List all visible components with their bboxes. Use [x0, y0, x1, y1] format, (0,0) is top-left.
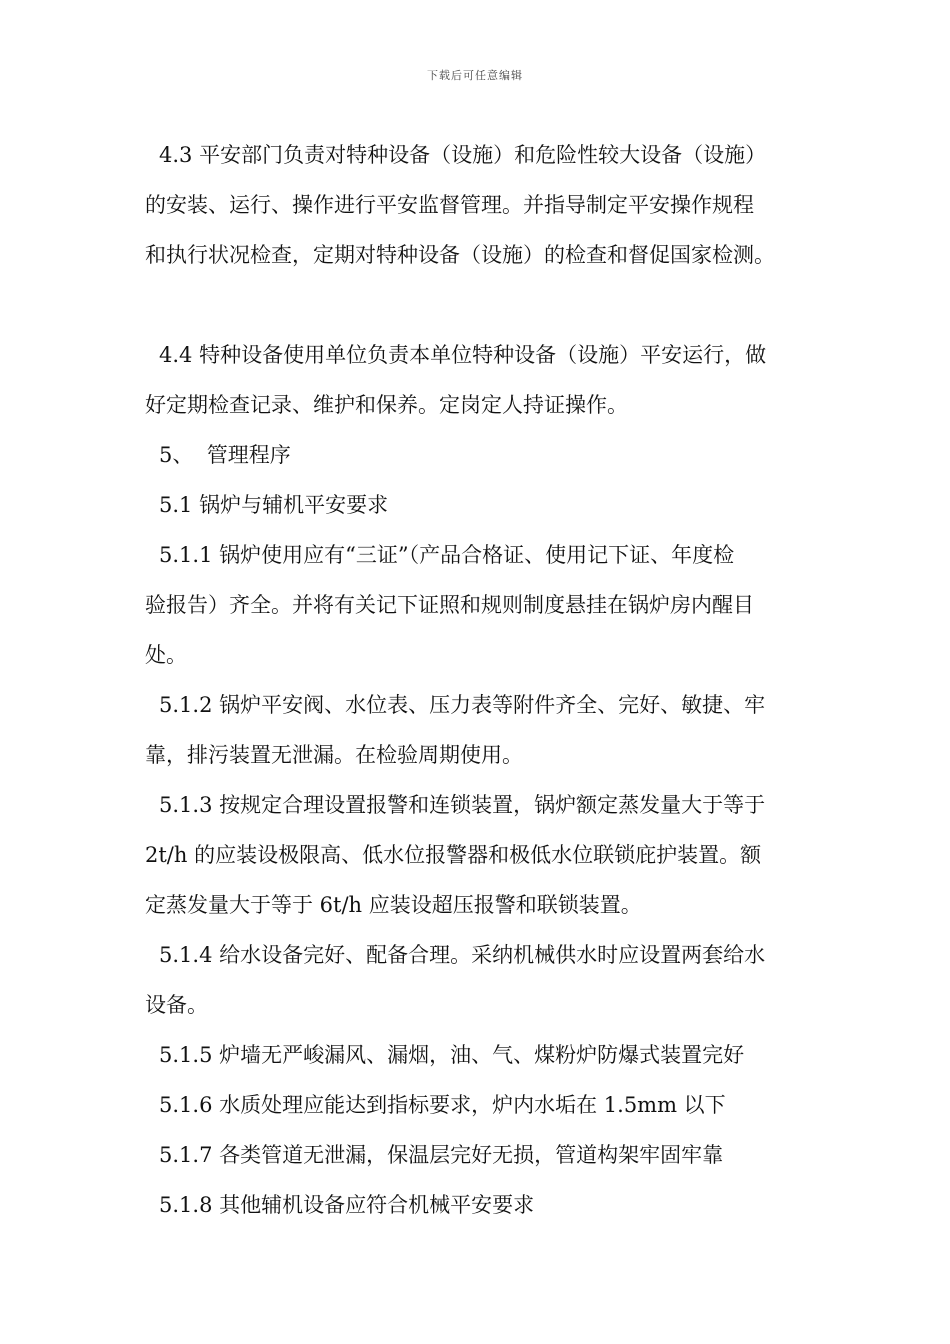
paragraph-5-1-7 — [145, 1130, 810, 1180]
text-line: 5.1.4 给水设备完好、配备合理。采纳机械供水时应设置两套给水 — [159, 943, 766, 967]
text-line: 5.1.6 水质处理应能达到指标要求，炉内水垢在 1.5mm 以下 — [159, 1093, 726, 1117]
text-line: 5.1.7 各类管道无泄漏，保温层完好无损，管道构架牢固牢靠 — [159, 1143, 724, 1167]
paragraph-5-1-3 — [145, 780, 810, 930]
paragraph-5-1-4 — [145, 930, 810, 1030]
text-line: 4.3 平安部门负责对特种设备（设施）和危险性较大设备（设施） — [159, 143, 767, 167]
document-body — [145, 130, 810, 1230]
text-line: 5、 管理程序 — [159, 443, 291, 467]
text-line: 和执行状况检查，定期对特种设备（设施）的检查和督促国家检测。 — [145, 243, 775, 267]
paragraph-4-4 — [145, 330, 810, 430]
section-heading-5 — [145, 430, 810, 480]
text-line: 定蒸发量大于等于 6t/h 应装设超压报警和联锁装置。 — [145, 893, 642, 917]
text-line: 5.1.2 锅炉平安阀、水位表、压力表等附件齐全、完好、敏捷、牢 — [159, 693, 766, 717]
paragraph-5-1-1 — [145, 530, 810, 680]
paragraph-5-1-8 — [145, 1180, 810, 1230]
paragraph-5-1-6 — [145, 1080, 810, 1130]
text-line: 5.1.5 炉墙无严峻漏风、漏烟，油、气、煤粉炉防爆式装置完好 — [159, 1043, 745, 1067]
paragraph-5-1-2 — [145, 680, 810, 780]
text-line: 4.4 特种设备使用单位负责本单位特种设备（设施）平安运行，做 — [159, 343, 767, 367]
text-line: 5.1 锅炉与辅机平安要求 — [159, 493, 389, 517]
text-line: 5.1.8 其他辅机设备应符合机械平安要求 — [159, 1193, 535, 1217]
text-line: 处。 — [145, 643, 187, 667]
text-line: 设备。 — [145, 993, 208, 1017]
text-line: 的安装、运行、操作进行平安监督管理。并指导制定平安操作规程 — [145, 193, 754, 217]
page-header: 下载后可任意编辑 — [427, 69, 523, 82]
paragraph-spacer — [145, 280, 810, 330]
text-line: 验报告）齐全。并将有关记下证照和规则制度悬挂在锅炉房内醒目 — [145, 593, 754, 617]
text-line: 2t/h 的应装设极限高、低水位报警器和极低水位联锁庇护装置。额 — [145, 843, 762, 867]
text-line: 靠，排污装置无泄漏。在检验周期使用。 — [145, 743, 523, 767]
text-line: 好定期检查记录、维护和保养。定岗定人持证操作。 — [145, 393, 628, 417]
text-line: 5.1.3 按规定合理设置报警和连锁装置，锅炉额定蒸发量大于等于 — [159, 793, 766, 817]
paragraph-5-1-5 — [145, 1030, 810, 1080]
text-line: 5.1.1 锅炉使用应有“三证”（产品合格证、使用记下证、年度检 — [159, 543, 735, 567]
section-heading-5-1 — [145, 480, 810, 530]
paragraph-4-3 — [145, 130, 810, 280]
